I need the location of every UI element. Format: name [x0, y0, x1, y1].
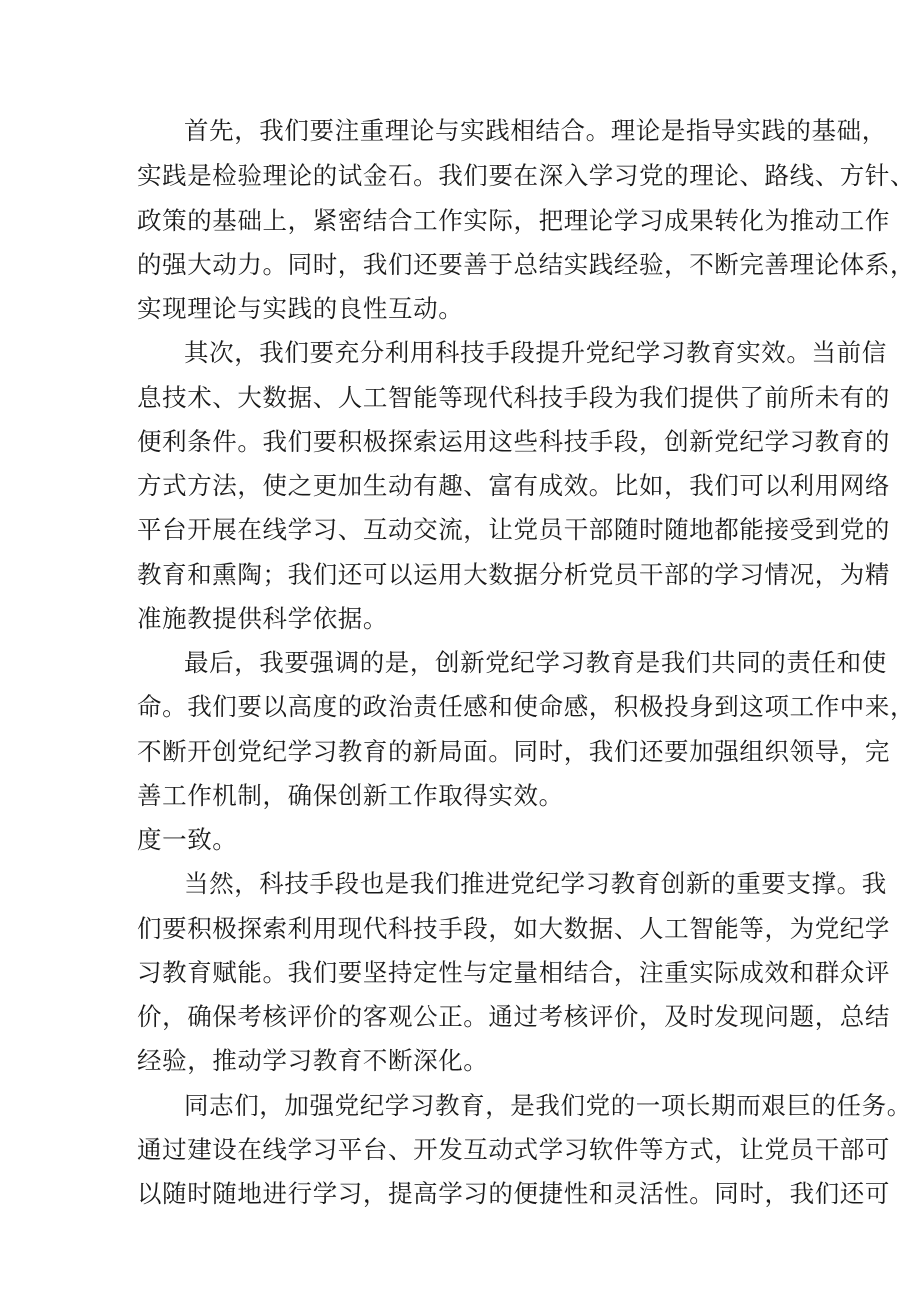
text-line: 经验，推动学习教育不断深化。 [137, 1046, 489, 1075]
text-line: 善工作机制，确保创新工作取得实效。 [137, 781, 564, 810]
text-line: 教育和熏陶；我们还可以运用大数据分析党员干部的学习情况，为精 [137, 560, 890, 589]
text-line: 当然，科技手段也是我们推进党纪学习教育创新的重要支撑。我 [184, 869, 887, 898]
text-line: 命。我们要以高度的政治责任感和使命感，积极投身到这项工作中来， [137, 692, 916, 721]
text-line: 息技术、大数据、人工智能等现代科技手段为我们提供了前所未有的 [137, 383, 890, 412]
text-line: 方式方法，使之更加生动有趣、富有成效。比如，我们可以利用网络 [137, 471, 890, 500]
text-line: 不断开创党纪学习教育的新局面。同时，我们还要加强组织领导，完 [137, 737, 890, 766]
text-line: 政策的基础上，紧密结合工作实际，把理论学习成果转化为推动工作 [137, 206, 890, 235]
text-line: 同志们，加强党纪学习教育，是我们党的一项长期而艰巨的任务。 [184, 1091, 912, 1120]
text-line: 最后，我要强调的是，创新党纪学习教育是我们共同的责任和使 [184, 648, 887, 677]
text-line: 的强大动力。同时，我们还要善于总结实践经验，不断完善理论体系， [137, 250, 916, 279]
text-line: 实践是检验理论的试金石。我们要在深入学习党的理论、路线、方针、 [137, 161, 916, 190]
text-line: 价，确保考核评价的客观公正。通过考核评价，及时发现问题，总结 [137, 1002, 890, 1031]
text-line: 首先，我们要注重理论与实践相结合。理论是指导实践的基础， [184, 116, 887, 145]
text-line: 实现理论与实践的良性互动。 [137, 294, 464, 323]
text-line: 们要积极探索利用现代科技手段，如大数据、人工智能等，为党纪学 [137, 914, 890, 943]
text-line: 便利条件。我们要积极探索运用这些科技手段，创新党纪学习教育的 [137, 427, 890, 456]
text-line: 准施教提供科学依据。 [137, 604, 388, 633]
text-line: 以随时随地进行学习，提高学习的便捷性和灵活性。同时，我们还可 [137, 1179, 890, 1208]
text-line: 度一致。 [137, 825, 238, 854]
text-line: 平台开展在线学习、互动交流，让党员干部随时随地都能接受到党的 [137, 515, 890, 544]
text-line: 其次，我们要充分利用科技手段提升党纪学习教育实效。当前信 [184, 338, 887, 367]
text-line: 通过建设在线学习平台、开发互动式学习软件等方式，让党员干部可 [137, 1135, 890, 1164]
text-line: 习教育赋能。我们要坚持定性与定量相结合，注重实际成效和群众评 [137, 958, 890, 987]
